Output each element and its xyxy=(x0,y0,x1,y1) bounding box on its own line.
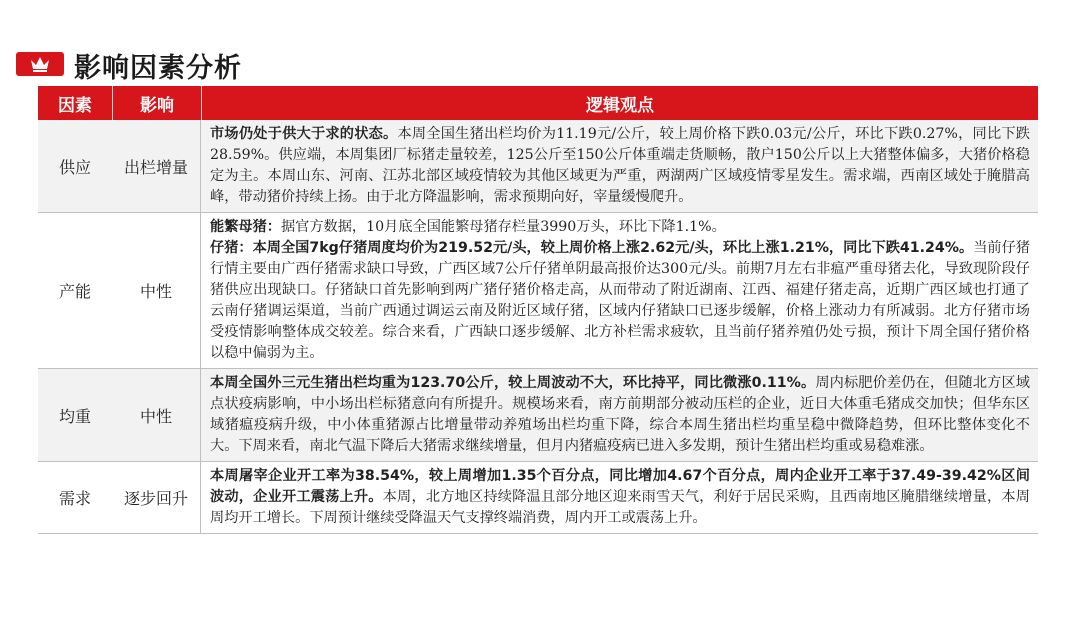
col-header-impact: 影响 xyxy=(140,95,174,116)
impact-cell: 中性 xyxy=(112,213,201,368)
table-row xyxy=(38,120,1038,213)
logic-paragraph xyxy=(210,217,1030,238)
logic-bold-text: 本周全国外三元生猪出栏均重为123.70公斤，较上周波动不大，环比持平，同比微涨0.11%。 xyxy=(210,375,816,391)
logic-cell xyxy=(201,213,1038,368)
factor-table xyxy=(38,86,1038,534)
factor-cell: 供应 xyxy=(58,157,91,177)
logic-cell xyxy=(201,462,1038,533)
factor-cell: 产能 xyxy=(58,282,91,301)
table-row xyxy=(38,369,1038,462)
header-badge xyxy=(16,52,64,76)
logic-bold-text: 仔猪：本周全国7kg仔猪周度均价为219.52元/头，较上周价格上涨2.62元/头，环比上涨1.21%，同比下跌41.24%。 xyxy=(210,240,974,256)
table-row xyxy=(38,213,1038,369)
logic-text: 据官方数据，10月底全国能繁母猪存栏量3990万头，环比下降1.1%。 xyxy=(280,219,726,235)
logic-paragraph xyxy=(210,373,1030,457)
logic-text: 本周全国生猪出栏均价为11.19元/公斤，较上周价格下跌0.03元/公斤，环比下跌0.27%，同比下跌28.59%。供应端，本周集团厂标猪走量较差，125公斤至150公斤体重端走货顺畅，散户150公斤以上大猪整体偏多，大猪价格稳定为主。本周山东、河南、江苏北部区域疫情较为其他区域更为严重，两湖两广区域疫情零星发生。需求端，西南区域处于腌腊高峰，带动猪价持续上扬。由于北方降温影响，需求预期向好，宰量缓慢爬升。 xyxy=(210,126,1030,205)
table-header xyxy=(38,86,1038,120)
logic-bold-text: 能繁母猪： xyxy=(210,219,281,235)
logic-cell xyxy=(201,369,1038,461)
page-title: 影响因素分析 xyxy=(74,53,242,84)
factor-cell: 需求 xyxy=(58,489,91,508)
section-header xyxy=(16,44,636,84)
col-header-factor: 因素 xyxy=(58,95,92,116)
impact-cell: 中性 xyxy=(112,369,201,461)
logic-paragraph xyxy=(210,238,1030,364)
logic-text: 当前仔猪行情主要由广西仔猪需求缺口导致，广西区域7公斤仔猪单阴最高报价达300元/头。前期7月左右非瘟严重母猪去化，导致现阶段仔猪供应出现缺口。仔猪缺口首先影响到两广猪仔猪价格走高，从而带动了附近湖南、江西、福建仔猪走高，近期广西区域也打通了云南仔猪调运渠道，当前广西通过调运云南及附近区域仔猪，区域内仔猪缺口已逐步缓解，价格上涨动力有所减弱。北方仔猪市场受疫情影响整体成交较差。综合来看，广西缺口逐步缓解、北方补栏需求疲软，且当前仔猪养殖仍处亏损，预计下周全国仔猪价格以稳中偏弱为主。 xyxy=(210,240,1030,361)
header-divider xyxy=(201,86,202,120)
impact-cell: 逐步回升 xyxy=(112,462,201,533)
factor-cell: 均重 xyxy=(58,406,91,426)
table-row xyxy=(38,462,1038,534)
header-divider xyxy=(112,86,113,120)
crown-icon xyxy=(30,55,50,72)
col-header-logic: 逻辑观点 xyxy=(586,95,654,116)
logic-paragraph xyxy=(210,466,1030,529)
logic-bold-text: 市场仍处于供大于求的状态。 xyxy=(210,126,398,142)
logic-bold-text: 本周屠宰企业开工率为38.54%，较上周增加1.35个百分点，同比增加4.67个百分点，周内企业开工率于37.49-39.42%区间波动，企业开工震荡上升。 xyxy=(210,468,1030,505)
logic-text: 周内标肥价差仍在，但随北方区域点状疫病影响，中小场出栏标猪意向有所提升。规模场来看，南方前期部分被动压栏的企业，近日大体重毛猪成交加快；但华东区域猪瘟疫病升级，中小体重猪源占比增量带动养殖场出栏均重下降，综合本周生猪出栏均重呈稳中微降趋势，但环比整体变化不大。下周来看，南北气温下降后大猪需求继续增量，但月内猪瘟疫病已进入多发期，预计生猪出栏均重或易稳难涨。 xyxy=(210,375,1030,454)
logic-paragraph xyxy=(210,124,1030,208)
impact-cell: 出栏增量 xyxy=(112,120,201,212)
logic-text: 本周，北方地区持续降温且部分地区迎来雨雪天气，利好于居民采购，且西南地区腌腊继续增量，本周周均开工增长。下周预计继续受降温天气支撑终端消费，周内开工或震荡上升。 xyxy=(210,489,1030,526)
logic-cell xyxy=(201,120,1038,212)
